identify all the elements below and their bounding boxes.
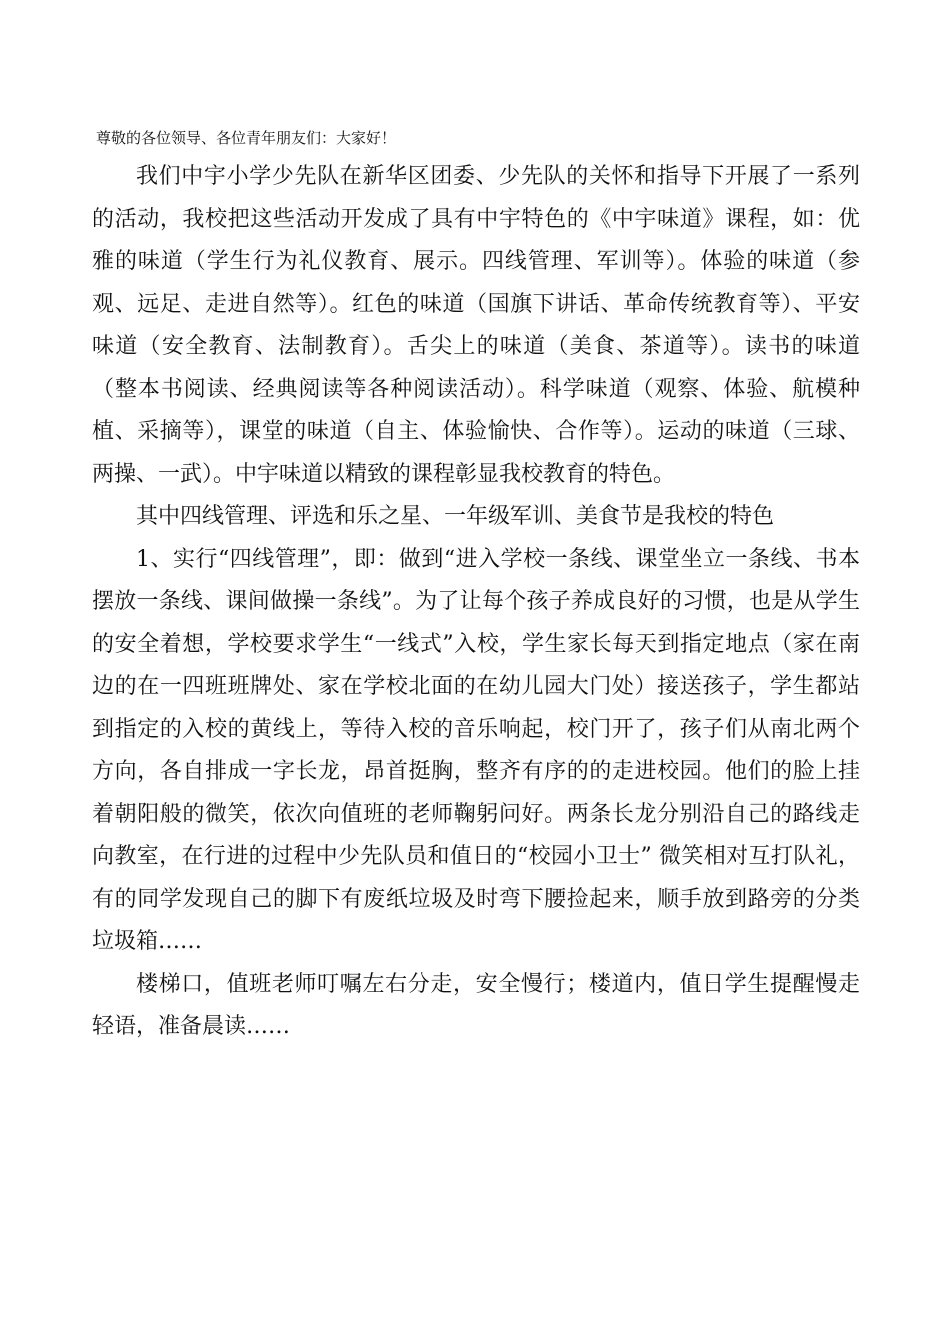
greeting-line: 尊敬的各位领导、各位青年朋友们：大家好！ [96, 129, 397, 147]
document-body [92, 156, 860, 1049]
paragraph-intro: 我们中宇小学少先队在新华区团委、少先队的关怀和指导下开展了一系列的活动，我校把这些活动开发成了具有中宇特色的《中宇味道》课程，如：优雅的味道（学生行为礼仪教育、展示。四线管理、军训等）。体验的味道（参观、远足、走进自然等）。红色的味道（国旗下讲话、革命传统教育等）、平安味道（安全教育、法制教育）。舌尖上的味道（美食、茶道等）。读书的味道（整本书阅读、经典阅读等各种阅读活动）。科学味道（观察、体验、航模种植、采摘等），课堂的味道（自主、体验愉快、合作等）。运动的味道（三球、两操、一武）。中宇味道以精致的课程彰显我校教育的特色。 [92, 164, 860, 487]
paragraph-features: 其中四线管理、评选和乐之星、一年级军训、美食节是我校的特色 [136, 504, 775, 529]
paragraph-stairs: 楼梯口，值班老师叮嘱左右分走，安全慢行；楼道内，值日学生提醒慢走轻语，准备晨读…… [92, 971, 860, 1039]
paragraph-four-lines: 1、实行“四线管理”，即：做到“进入学校一条线、课堂坐立一条线、书本摆放一条线、课间做操一条线”。为了让每个孩子养成良好的习惯，也是从学生的安全着想，学校要求学生“一线式”入校，学生家长每天到指定地点（家在南边的在一四班班牌处、家在学校北面的在幼儿园大门处）接送孩子，学生都站到指定的入校的黄线上，等待入校的音乐响起，校门开了，孩子们从南北两个方向，各自排成一字长龙，昂首挺胸，整齐有序的的走进校园。他们的脸上挂着朝阳般的微笑，依次向值班的老师鞠躬问好。两条长龙分别沿自己的路线走向教室，在行进的过程中少先队员和值日的“校园小卫士” 微笑相对互打队礼，有的同学发现自己的脚下有废纸垃圾及时弯下腰捡起来，顺手放到路旁的分类垃圾箱…… [92, 546, 860, 954]
